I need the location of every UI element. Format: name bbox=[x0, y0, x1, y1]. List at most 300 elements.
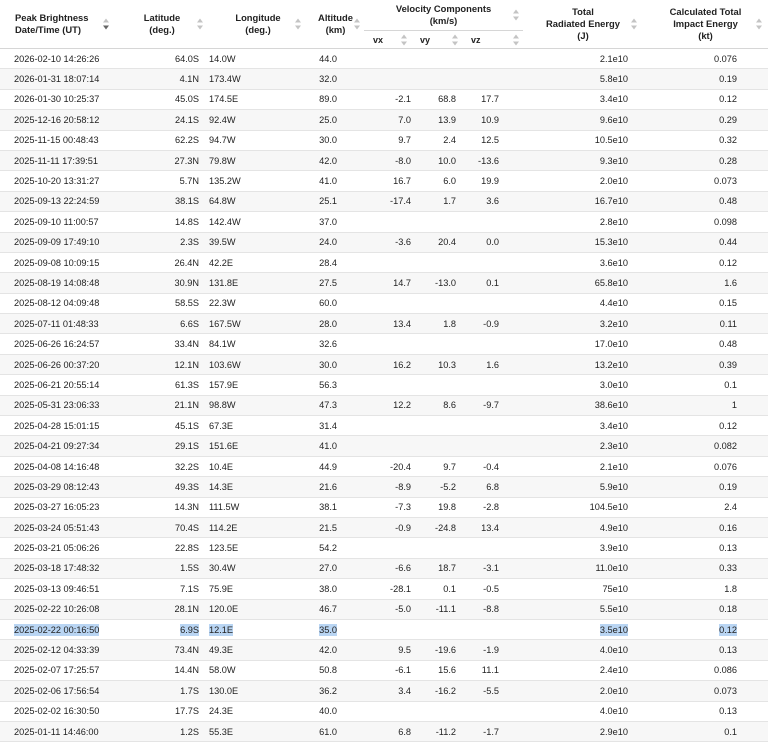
cell-vx: -2.1 bbox=[364, 89, 411, 109]
cell-lon: 98.8W bbox=[209, 395, 307, 415]
cell-date: 2025-06-26 16:24:57 bbox=[0, 334, 115, 354]
col-header-vx-label: vx bbox=[373, 34, 384, 45]
cell-vx bbox=[364, 538, 411, 558]
cell-alt: 27.0 bbox=[307, 558, 364, 578]
table-row[interactable] bbox=[0, 497, 768, 517]
cell-alt: 24.0 bbox=[307, 232, 364, 252]
cell-lat: 4.1N bbox=[115, 69, 209, 89]
cell-lon: 30.4W bbox=[209, 558, 307, 578]
cell-vy: -11.2 bbox=[411, 721, 462, 741]
cell-alt: 32.0 bbox=[307, 69, 364, 89]
cell-alt: 35.0 bbox=[307, 619, 364, 639]
cell-vx: -8.0 bbox=[364, 150, 411, 170]
sort-icon[interactable] bbox=[401, 34, 407, 45]
cell-lat: 29.1S bbox=[115, 436, 209, 456]
table-row[interactable] bbox=[0, 130, 768, 150]
cell-vz: 6.8 bbox=[462, 477, 523, 497]
table-row[interactable] bbox=[0, 477, 768, 497]
cell-date: 2025-01-11 14:46:00 bbox=[0, 721, 115, 741]
sort-icon[interactable] bbox=[756, 19, 762, 30]
cell-vx: 3.4 bbox=[364, 681, 411, 701]
cell-vx bbox=[364, 375, 411, 395]
table-row[interactable] bbox=[0, 69, 768, 89]
cell-date: 2025-04-08 14:16:48 bbox=[0, 456, 115, 476]
cell-vy: -11.1 bbox=[411, 599, 462, 619]
cell-alt: 37.0 bbox=[307, 212, 364, 232]
cell-energy: 5.5e10 bbox=[523, 599, 643, 619]
cell-lon: 75.9E bbox=[209, 579, 307, 599]
cell-impact: 0.098 bbox=[643, 212, 768, 232]
cell-impact: 0.29 bbox=[643, 110, 768, 130]
sort-icon[interactable] bbox=[513, 10, 519, 21]
cell-date: 2025-12-16 20:58:12 bbox=[0, 110, 115, 130]
col-header-vx[interactable] bbox=[364, 31, 411, 49]
cell-alt: 28.0 bbox=[307, 314, 364, 334]
cell-vy: 18.7 bbox=[411, 558, 462, 578]
cell-lat: 38.1S bbox=[115, 191, 209, 211]
cell-vx: -8.9 bbox=[364, 477, 411, 497]
cell-vz bbox=[462, 619, 523, 639]
cell-vx: 6.8 bbox=[364, 721, 411, 741]
cell-vx bbox=[364, 416, 411, 436]
table-row[interactable] bbox=[0, 721, 768, 741]
cell-vx bbox=[364, 436, 411, 456]
cell-lon: 24.3E bbox=[209, 701, 307, 721]
cell-lat: 2.3S bbox=[115, 232, 209, 252]
cell-lon: 14.3E bbox=[209, 477, 307, 497]
cell-impact: 1.6 bbox=[643, 273, 768, 293]
cell-vx bbox=[364, 701, 411, 721]
cell-vy: 1.8 bbox=[411, 314, 462, 334]
cell-lon: 135.2W bbox=[209, 171, 307, 191]
table-row[interactable] bbox=[0, 252, 768, 272]
cell-lat: 61.3S bbox=[115, 375, 209, 395]
table-row[interactable] bbox=[0, 334, 768, 354]
cell-date: 2025-02-12 04:33:39 bbox=[0, 640, 115, 660]
cell-vx: 7.0 bbox=[364, 110, 411, 130]
cell-lat: 1.5S bbox=[115, 558, 209, 578]
sort-icon[interactable] bbox=[354, 19, 360, 30]
cell-vy bbox=[411, 252, 462, 272]
cell-impact: 0.073 bbox=[643, 681, 768, 701]
cell-energy: 3.9e10 bbox=[523, 538, 643, 558]
cell-vz bbox=[462, 416, 523, 436]
cell-lat: 73.4N bbox=[115, 640, 209, 660]
table-row[interactable] bbox=[0, 619, 768, 639]
cell-vy: 9.7 bbox=[411, 456, 462, 476]
cell-vx: -5.0 bbox=[364, 599, 411, 619]
cell-lon: 22.3W bbox=[209, 293, 307, 313]
cell-date: 2025-09-13 22:24:59 bbox=[0, 191, 115, 211]
cell-lon: 49.3E bbox=[209, 640, 307, 660]
cell-lat: 27.3N bbox=[115, 150, 209, 170]
cell-impact: 0.12 bbox=[643, 619, 768, 639]
cell-alt: 32.6 bbox=[307, 334, 364, 354]
cell-impact: 0.13 bbox=[643, 701, 768, 721]
cell-lat: 64.0S bbox=[115, 49, 209, 69]
cell-lat: 22.8S bbox=[115, 538, 209, 558]
cell-alt: 47.3 bbox=[307, 395, 364, 415]
table-row[interactable] bbox=[0, 681, 768, 701]
cell-vy: 0.1 bbox=[411, 579, 462, 599]
cell-date: 2025-06-21 20:55:14 bbox=[0, 375, 115, 395]
cell-vz bbox=[462, 293, 523, 313]
col-header-vz-label: vz bbox=[471, 34, 481, 45]
cell-lat: 6.9S bbox=[115, 619, 209, 639]
sort-icon[interactable] bbox=[513, 34, 519, 45]
cell-lat: 14.8S bbox=[115, 212, 209, 232]
cell-energy: 4.9e10 bbox=[523, 517, 643, 537]
cell-lon: 123.5E bbox=[209, 538, 307, 558]
col-header-vz[interactable] bbox=[462, 31, 523, 49]
table-row[interactable] bbox=[0, 538, 768, 558]
cell-lon: 92.4W bbox=[209, 110, 307, 130]
cell-impact: 0.18 bbox=[643, 599, 768, 619]
cell-alt: 41.0 bbox=[307, 436, 364, 456]
cell-vx: 16.2 bbox=[364, 354, 411, 374]
cell-lat: 21.1N bbox=[115, 395, 209, 415]
cell-energy: 3.4e10 bbox=[523, 89, 643, 109]
cell-energy: 4.0e10 bbox=[523, 701, 643, 721]
table-row[interactable] bbox=[0, 416, 768, 436]
cell-lon: 42.2E bbox=[209, 252, 307, 272]
cell-impact: 2.4 bbox=[643, 497, 768, 517]
cell-vz bbox=[462, 701, 523, 721]
cell-lat: 17.7S bbox=[115, 701, 209, 721]
cell-impact: 0.11 bbox=[643, 314, 768, 334]
cell-alt: 28.4 bbox=[307, 252, 364, 272]
cell-vy bbox=[411, 538, 462, 558]
table-row[interactable] bbox=[0, 171, 768, 191]
cell-date: 2025-09-08 10:09:15 bbox=[0, 252, 115, 272]
cell-alt: 54.2 bbox=[307, 538, 364, 558]
cell-energy: 10.5e10 bbox=[523, 130, 643, 150]
cell-date: 2026-01-31 18:07:14 bbox=[0, 69, 115, 89]
cell-energy: 17.0e10 bbox=[523, 334, 643, 354]
cell-vx: -3.6 bbox=[364, 232, 411, 252]
table-row[interactable] bbox=[0, 436, 768, 456]
cell-vy: 19.8 bbox=[411, 497, 462, 517]
cell-energy: 5.8e10 bbox=[523, 69, 643, 89]
cell-vy: 15.6 bbox=[411, 660, 462, 680]
cell-lat: 45.1S bbox=[115, 416, 209, 436]
col-header-altitude[interactable] bbox=[307, 0, 364, 49]
col-header-velocity[interactable] bbox=[364, 0, 523, 31]
col-header-radiated-energy-label: Total Radiated Energy (J) bbox=[546, 6, 620, 41]
cell-lon: 173.4W bbox=[209, 69, 307, 89]
col-header-vy-label: vy bbox=[420, 34, 431, 45]
cell-energy: 2.4e10 bbox=[523, 660, 643, 680]
cell-impact: 0.086 bbox=[643, 660, 768, 680]
cell-vx: -20.4 bbox=[364, 456, 411, 476]
cell-impact: 0.15 bbox=[643, 293, 768, 313]
cell-energy: 65.8e10 bbox=[523, 273, 643, 293]
cell-vx bbox=[364, 49, 411, 69]
table-row[interactable] bbox=[0, 660, 768, 680]
table-row[interactable] bbox=[0, 354, 768, 374]
cell-lon: 167.5W bbox=[209, 314, 307, 334]
cell-energy: 2.8e10 bbox=[523, 212, 643, 232]
cell-date: 2025-07-11 01:48:33 bbox=[0, 314, 115, 334]
cell-vz bbox=[462, 252, 523, 272]
cell-alt: 44.9 bbox=[307, 456, 364, 476]
cell-vx bbox=[364, 252, 411, 272]
cell-alt: 50.8 bbox=[307, 660, 364, 680]
cell-date: 2025-04-21 09:27:34 bbox=[0, 436, 115, 456]
cell-impact: 0.13 bbox=[643, 640, 768, 660]
cell-energy: 13.2e10 bbox=[523, 354, 643, 374]
cell-date: 2025-03-24 05:51:43 bbox=[0, 517, 115, 537]
cell-lat: 14.4N bbox=[115, 660, 209, 680]
cell-lat: 58.5S bbox=[115, 293, 209, 313]
cell-date: 2025-06-26 00:37:20 bbox=[0, 354, 115, 374]
cell-impact: 0.1 bbox=[643, 375, 768, 395]
cell-energy: 104.5e10 bbox=[523, 497, 643, 517]
cell-lon: 84.1W bbox=[209, 334, 307, 354]
cell-impact: 0.12 bbox=[643, 252, 768, 272]
cell-vx: 9.5 bbox=[364, 640, 411, 660]
cell-vy bbox=[411, 375, 462, 395]
cell-date: 2026-02-10 14:26:26 bbox=[0, 49, 115, 69]
cell-lon: 114.2E bbox=[209, 517, 307, 537]
cell-lon: 64.8W bbox=[209, 191, 307, 211]
cell-lat: 1.2S bbox=[115, 721, 209, 741]
cell-lat: 14.3N bbox=[115, 497, 209, 517]
cell-vz bbox=[462, 375, 523, 395]
cell-vy bbox=[411, 619, 462, 639]
cell-vy: 10.0 bbox=[411, 150, 462, 170]
table-row[interactable] bbox=[0, 314, 768, 334]
col-header-radiated-energy[interactable] bbox=[523, 0, 643, 49]
cell-vx: -0.9 bbox=[364, 517, 411, 537]
sort-icon[interactable] bbox=[631, 19, 637, 30]
cell-date: 2025-03-27 16:05:23 bbox=[0, 497, 115, 517]
cell-alt: 30.0 bbox=[307, 130, 364, 150]
cell-alt: 30.0 bbox=[307, 354, 364, 374]
col-header-longitude-label: Longitude (deg.) bbox=[235, 12, 281, 35]
cell-impact: 0.12 bbox=[643, 416, 768, 436]
cell-energy: 11.0e10 bbox=[523, 558, 643, 578]
cell-date: 2025-05-31 23:06:33 bbox=[0, 395, 115, 415]
cell-vy: 1.7 bbox=[411, 191, 462, 211]
col-header-longitude[interactable] bbox=[209, 0, 307, 49]
cell-energy: 2.1e10 bbox=[523, 49, 643, 69]
cell-lat: 28.1N bbox=[115, 599, 209, 619]
cell-energy: 75e10 bbox=[523, 579, 643, 599]
cell-lon: 12.1E bbox=[209, 619, 307, 639]
cell-date: 2025-02-22 00:16:50 bbox=[0, 619, 115, 639]
cell-vx: -7.3 bbox=[364, 497, 411, 517]
cell-vx: -28.1 bbox=[364, 579, 411, 599]
cell-date: 2025-11-15 00:48:43 bbox=[0, 130, 115, 150]
sort-icon[interactable] bbox=[197, 19, 203, 30]
cell-vz: -13.6 bbox=[462, 150, 523, 170]
col-header-impact-energy[interactable] bbox=[643, 0, 768, 49]
cell-lat: 7.1S bbox=[115, 579, 209, 599]
col-header-latitude-label: Latitude (deg.) bbox=[143, 12, 181, 35]
cell-vx bbox=[364, 69, 411, 89]
cell-impact: 0.32 bbox=[643, 130, 768, 150]
cell-date: 2025-09-09 17:49:10 bbox=[0, 232, 115, 252]
cell-vz: 0.1 bbox=[462, 273, 523, 293]
cell-lon: 103.6W bbox=[209, 354, 307, 374]
cell-vx: 12.2 bbox=[364, 395, 411, 415]
table-row[interactable] bbox=[0, 375, 768, 395]
cell-vz: -9.7 bbox=[462, 395, 523, 415]
cell-vz bbox=[462, 212, 523, 232]
cell-lon: 55.3E bbox=[209, 721, 307, 741]
cell-vy: -19.6 bbox=[411, 640, 462, 660]
cell-impact: 0.28 bbox=[643, 150, 768, 170]
cell-date: 2026-01-30 10:25:37 bbox=[0, 89, 115, 109]
cell-vy: 6.0 bbox=[411, 171, 462, 191]
cell-vy: 8.6 bbox=[411, 395, 462, 415]
table-row[interactable] bbox=[0, 110, 768, 130]
cell-vx: 16.7 bbox=[364, 171, 411, 191]
table-row[interactable] bbox=[0, 579, 768, 599]
cell-vz: 11.1 bbox=[462, 660, 523, 680]
table-row[interactable] bbox=[0, 701, 768, 721]
cell-lon: 14.0W bbox=[209, 49, 307, 69]
cell-alt: 61.0 bbox=[307, 721, 364, 741]
cell-vy: -24.8 bbox=[411, 517, 462, 537]
cell-vy bbox=[411, 69, 462, 89]
cell-date: 2025-11-11 17:39:51 bbox=[0, 150, 115, 170]
table-row[interactable] bbox=[0, 640, 768, 660]
table-row[interactable] bbox=[0, 232, 768, 252]
cell-date: 2025-03-29 08:12:43 bbox=[0, 477, 115, 497]
table-row[interactable] bbox=[0, 273, 768, 293]
cell-vz: 17.7 bbox=[462, 89, 523, 109]
table-row[interactable] bbox=[0, 293, 768, 313]
table-header bbox=[0, 0, 768, 49]
cell-lat: 12.1N bbox=[115, 354, 209, 374]
cell-lat: 32.2S bbox=[115, 456, 209, 476]
cell-lon: 130.0E bbox=[209, 681, 307, 701]
cell-energy: 4.4e10 bbox=[523, 293, 643, 313]
cell-impact: 0.13 bbox=[643, 538, 768, 558]
cell-vz bbox=[462, 436, 523, 456]
cell-lat: 49.3S bbox=[115, 477, 209, 497]
cell-energy: 38.6e10 bbox=[523, 395, 643, 415]
col-header-impact-energy-label: Calculated Total Impact Energy (kt) bbox=[669, 6, 742, 41]
cell-date: 2025-03-21 05:06:26 bbox=[0, 538, 115, 558]
cell-vz: 1.6 bbox=[462, 354, 523, 374]
cell-lon: 157.9E bbox=[209, 375, 307, 395]
table-row[interactable] bbox=[0, 191, 768, 211]
sort-desc-icon[interactable] bbox=[103, 19, 109, 30]
cell-vy: 20.4 bbox=[411, 232, 462, 252]
cell-alt: 89.0 bbox=[307, 89, 364, 109]
table-row[interactable] bbox=[0, 395, 768, 415]
cell-date: 2025-08-19 14:08:48 bbox=[0, 273, 115, 293]
cell-impact: 0.1 bbox=[643, 721, 768, 741]
cell-date: 2025-09-10 11:00:57 bbox=[0, 212, 115, 232]
col-header-date[interactable] bbox=[0, 0, 115, 49]
cell-vy: 13.9 bbox=[411, 110, 462, 130]
cell-vy bbox=[411, 701, 462, 721]
cell-energy: 16.7e10 bbox=[523, 191, 643, 211]
table-row[interactable] bbox=[0, 599, 768, 619]
cell-vx bbox=[364, 293, 411, 313]
cell-lat: 33.4N bbox=[115, 334, 209, 354]
cell-lat: 70.4S bbox=[115, 517, 209, 537]
cell-vy bbox=[411, 436, 462, 456]
col-header-altitude-label: Altitude (km) bbox=[318, 12, 353, 35]
cell-energy: 2.0e10 bbox=[523, 171, 643, 191]
cell-vx bbox=[364, 334, 411, 354]
sort-icon[interactable] bbox=[452, 34, 458, 45]
col-header-vy[interactable] bbox=[411, 31, 462, 49]
cell-energy: 3.5e10 bbox=[523, 619, 643, 639]
sort-icon[interactable] bbox=[295, 19, 301, 30]
cell-impact: 0.076 bbox=[643, 49, 768, 69]
cell-vz: 10.9 bbox=[462, 110, 523, 130]
cell-vz: -0.5 bbox=[462, 579, 523, 599]
cell-energy: 2.3e10 bbox=[523, 436, 643, 456]
cell-energy: 15.3e10 bbox=[523, 232, 643, 252]
cell-impact: 0.19 bbox=[643, 477, 768, 497]
cell-lon: 79.8W bbox=[209, 150, 307, 170]
cell-vx bbox=[364, 619, 411, 639]
cell-vy bbox=[411, 212, 462, 232]
cell-vy bbox=[411, 49, 462, 69]
cell-impact: 0.48 bbox=[643, 191, 768, 211]
cell-impact: 0.16 bbox=[643, 517, 768, 537]
table-row[interactable] bbox=[0, 456, 768, 476]
cell-alt: 40.0 bbox=[307, 701, 364, 721]
col-header-velocity-label: Velocity Components (km/s) bbox=[395, 3, 492, 26]
cell-alt: 60.0 bbox=[307, 293, 364, 313]
cell-vz: 0.0 bbox=[462, 232, 523, 252]
cell-vy: 2.4 bbox=[411, 130, 462, 150]
cell-impact: 1 bbox=[643, 395, 768, 415]
table-row[interactable] bbox=[0, 212, 768, 232]
cell-vz: 3.6 bbox=[462, 191, 523, 211]
table-row[interactable] bbox=[0, 150, 768, 170]
table-row[interactable] bbox=[0, 89, 768, 109]
cell-impact: 0.073 bbox=[643, 171, 768, 191]
table-row[interactable] bbox=[0, 49, 768, 69]
cell-lon: 94.7W bbox=[209, 130, 307, 150]
table-row[interactable] bbox=[0, 558, 768, 578]
cell-impact: 0.48 bbox=[643, 334, 768, 354]
cell-vx: -6.1 bbox=[364, 660, 411, 680]
cell-vz bbox=[462, 538, 523, 558]
cell-alt: 21.6 bbox=[307, 477, 364, 497]
cell-vz: -0.4 bbox=[462, 456, 523, 476]
cell-alt: 41.0 bbox=[307, 171, 364, 191]
cell-vz bbox=[462, 69, 523, 89]
col-header-latitude[interactable] bbox=[115, 0, 209, 49]
cell-vz: 13.4 bbox=[462, 517, 523, 537]
cell-vx: -17.4 bbox=[364, 191, 411, 211]
cell-lon: 10.4E bbox=[209, 456, 307, 476]
cell-vx: 9.7 bbox=[364, 130, 411, 150]
cell-lat: 30.9N bbox=[115, 273, 209, 293]
cell-alt: 38.1 bbox=[307, 497, 364, 517]
cell-vz: 12.5 bbox=[462, 130, 523, 150]
cell-lat: 24.1S bbox=[115, 110, 209, 130]
cell-energy: 3.0e10 bbox=[523, 375, 643, 395]
cell-lon: 58.0W bbox=[209, 660, 307, 680]
cell-energy: 5.9e10 bbox=[523, 477, 643, 497]
cell-vx: 14.7 bbox=[364, 273, 411, 293]
cell-lon: 151.6E bbox=[209, 436, 307, 456]
cell-vz: -5.5 bbox=[462, 681, 523, 701]
table-row[interactable] bbox=[0, 517, 768, 537]
cell-energy: 9.6e10 bbox=[523, 110, 643, 130]
